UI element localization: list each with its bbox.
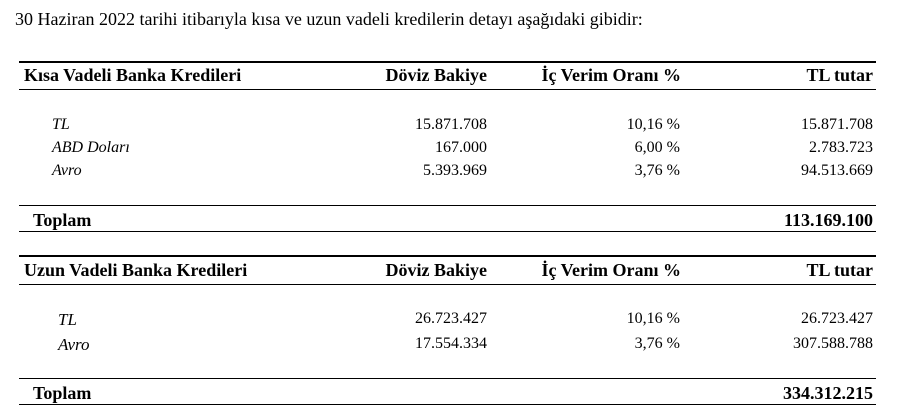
long-term-row-currency: TL bbox=[58, 310, 77, 329]
long-term-total-value: 334.312.215 bbox=[783, 383, 873, 403]
short-term-total-bottom-rule bbox=[19, 231, 876, 232]
long-term-row-currency: Avro bbox=[58, 335, 90, 354]
intro-text: 30 Haziran 2022 tarihi itibarıyla kısa ve uzun vadeli kredilerin detayı aşağıdaki gibidir: bbox=[15, 9, 643, 29]
short-term-row-fx-balance: 167.000 bbox=[435, 139, 487, 156]
long-term-header-tl-amount: TL tutar bbox=[806, 260, 873, 280]
short-term-row-rate: 10,16 % bbox=[626, 116, 680, 133]
short-term-total-value: 113.169.100 bbox=[783, 210, 873, 230]
long-term-row-tl-amount: 307.588.788 bbox=[793, 335, 873, 352]
short-term-row-rate: 3,76 % bbox=[634, 162, 680, 179]
short-term-header-title: Kısa Vadeli Banka Kredileri bbox=[24, 65, 242, 85]
short-term-total-top-rule bbox=[19, 205, 876, 206]
short-term-top-rule bbox=[19, 61, 876, 63]
long-term-row-tl-amount: 26.723.427 bbox=[801, 310, 873, 327]
short-term-row-currency: TL bbox=[52, 116, 70, 133]
long-term-total-top-rule bbox=[19, 378, 876, 379]
long-term-row-rate: 10,16 % bbox=[626, 310, 680, 327]
short-term-row-fx-balance: 15.871.708 bbox=[415, 116, 487, 133]
long-term-header-rate: İç Verim Oranı % bbox=[541, 260, 681, 280]
long-term-top-rule bbox=[19, 255, 876, 257]
short-term-row-currency: Avro bbox=[52, 162, 82, 179]
long-term-total-bottom-rule bbox=[19, 404, 876, 405]
short-term-total-label: Toplam bbox=[33, 210, 92, 230]
long-term-row-rate: 3,76 % bbox=[634, 335, 680, 352]
short-term-row-rate: 6,00 % bbox=[634, 139, 680, 156]
long-term-header-rule bbox=[19, 284, 876, 285]
long-term-row-fx-balance: 17.554.334 bbox=[415, 335, 487, 352]
long-term-header-title: Uzun Vadeli Banka Kredileri bbox=[24, 260, 248, 280]
long-term-header-fx-balance: Döviz Bakiye bbox=[385, 260, 487, 280]
long-term-total-label: Toplam bbox=[33, 383, 92, 403]
short-term-row-tl-amount: 15.871.708 bbox=[801, 116, 873, 133]
short-term-header-fx-balance: Döviz Bakiye bbox=[385, 65, 487, 85]
short-term-header-rate: İç Verim Oranı % bbox=[541, 65, 681, 85]
short-term-row-tl-amount: 2.783.723 bbox=[809, 139, 873, 156]
short-term-row-tl-amount: 94.513.669 bbox=[801, 162, 873, 179]
short-term-row-fx-balance: 5.393.969 bbox=[423, 162, 487, 179]
short-term-row-currency: ABD Doları bbox=[52, 139, 130, 156]
long-term-row-fx-balance: 26.723.427 bbox=[415, 310, 487, 327]
short-term-header-tl-amount: TL tutar bbox=[806, 65, 873, 85]
short-term-header-rule bbox=[19, 89, 876, 90]
